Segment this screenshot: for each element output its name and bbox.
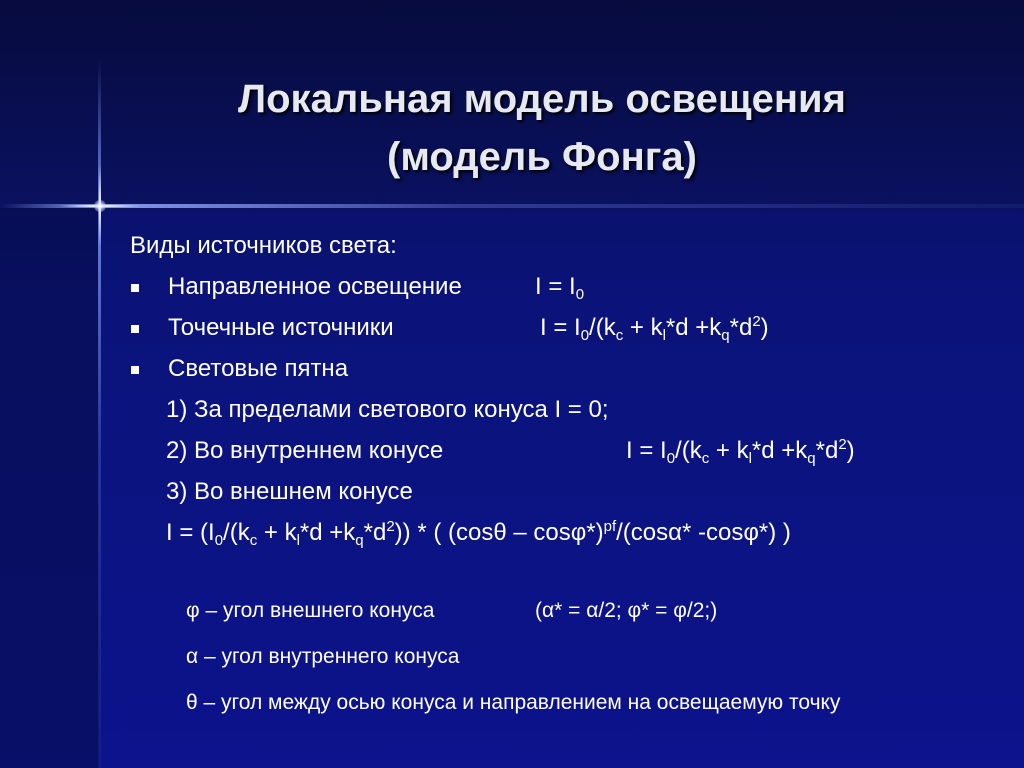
left-decor-strip [0, 208, 99, 768]
formula-inner-cone: $I = I_0/(k_c + k_l*d +k_q*d^2)$ [626, 436, 855, 467]
intro-text: Виды источников света: [130, 232, 397, 259]
formula-outer-cone: $I = (I_0/(k_c + k_l*d +k_q*d^2))$ * ( (cosθ – cosφ*)$^{pf}$/(cosα* -cosφ*) ) [166, 518, 791, 549]
spot-item-outer: 3) Во внешнем конусе [166, 478, 413, 505]
bullet-marker [131, 366, 139, 374]
spot-item-inner: 2) Во внутреннем конусе [166, 437, 444, 464]
note-alpha: α – угол внутреннего конуса [186, 645, 460, 668]
spot-item-outside: 1) За пределами светового конуса I = 0; [166, 396, 609, 423]
title-line-1: Локальная модель освещения [238, 77, 846, 121]
formula-directional: $I = I_0$ [535, 273, 585, 303]
note-phi-relation: (α* = α/2; φ* = φ/2;) [535, 599, 718, 622]
note-theta: θ – угол между осью конуса и направлением на освещаемую точку [186, 691, 841, 714]
bullet-spot-label: Световые пятна [168, 355, 349, 382]
bullet-marker [131, 284, 139, 292]
bullet-directional-label: Направленное освещение [168, 273, 462, 300]
horizontal-decor-line [0, 204, 1024, 208]
formula-point: $I = I_0/(k_c + k_l*d +k_q*d^2)$ [540, 313, 769, 344]
bullet-point-label: Точечные источники [168, 314, 394, 341]
bullet-marker [131, 325, 139, 333]
title-line-2: (модель Фонга) [387, 135, 697, 179]
note-phi: φ – угол внешнего конуса [186, 599, 435, 622]
slide-title [100, 70, 984, 186]
